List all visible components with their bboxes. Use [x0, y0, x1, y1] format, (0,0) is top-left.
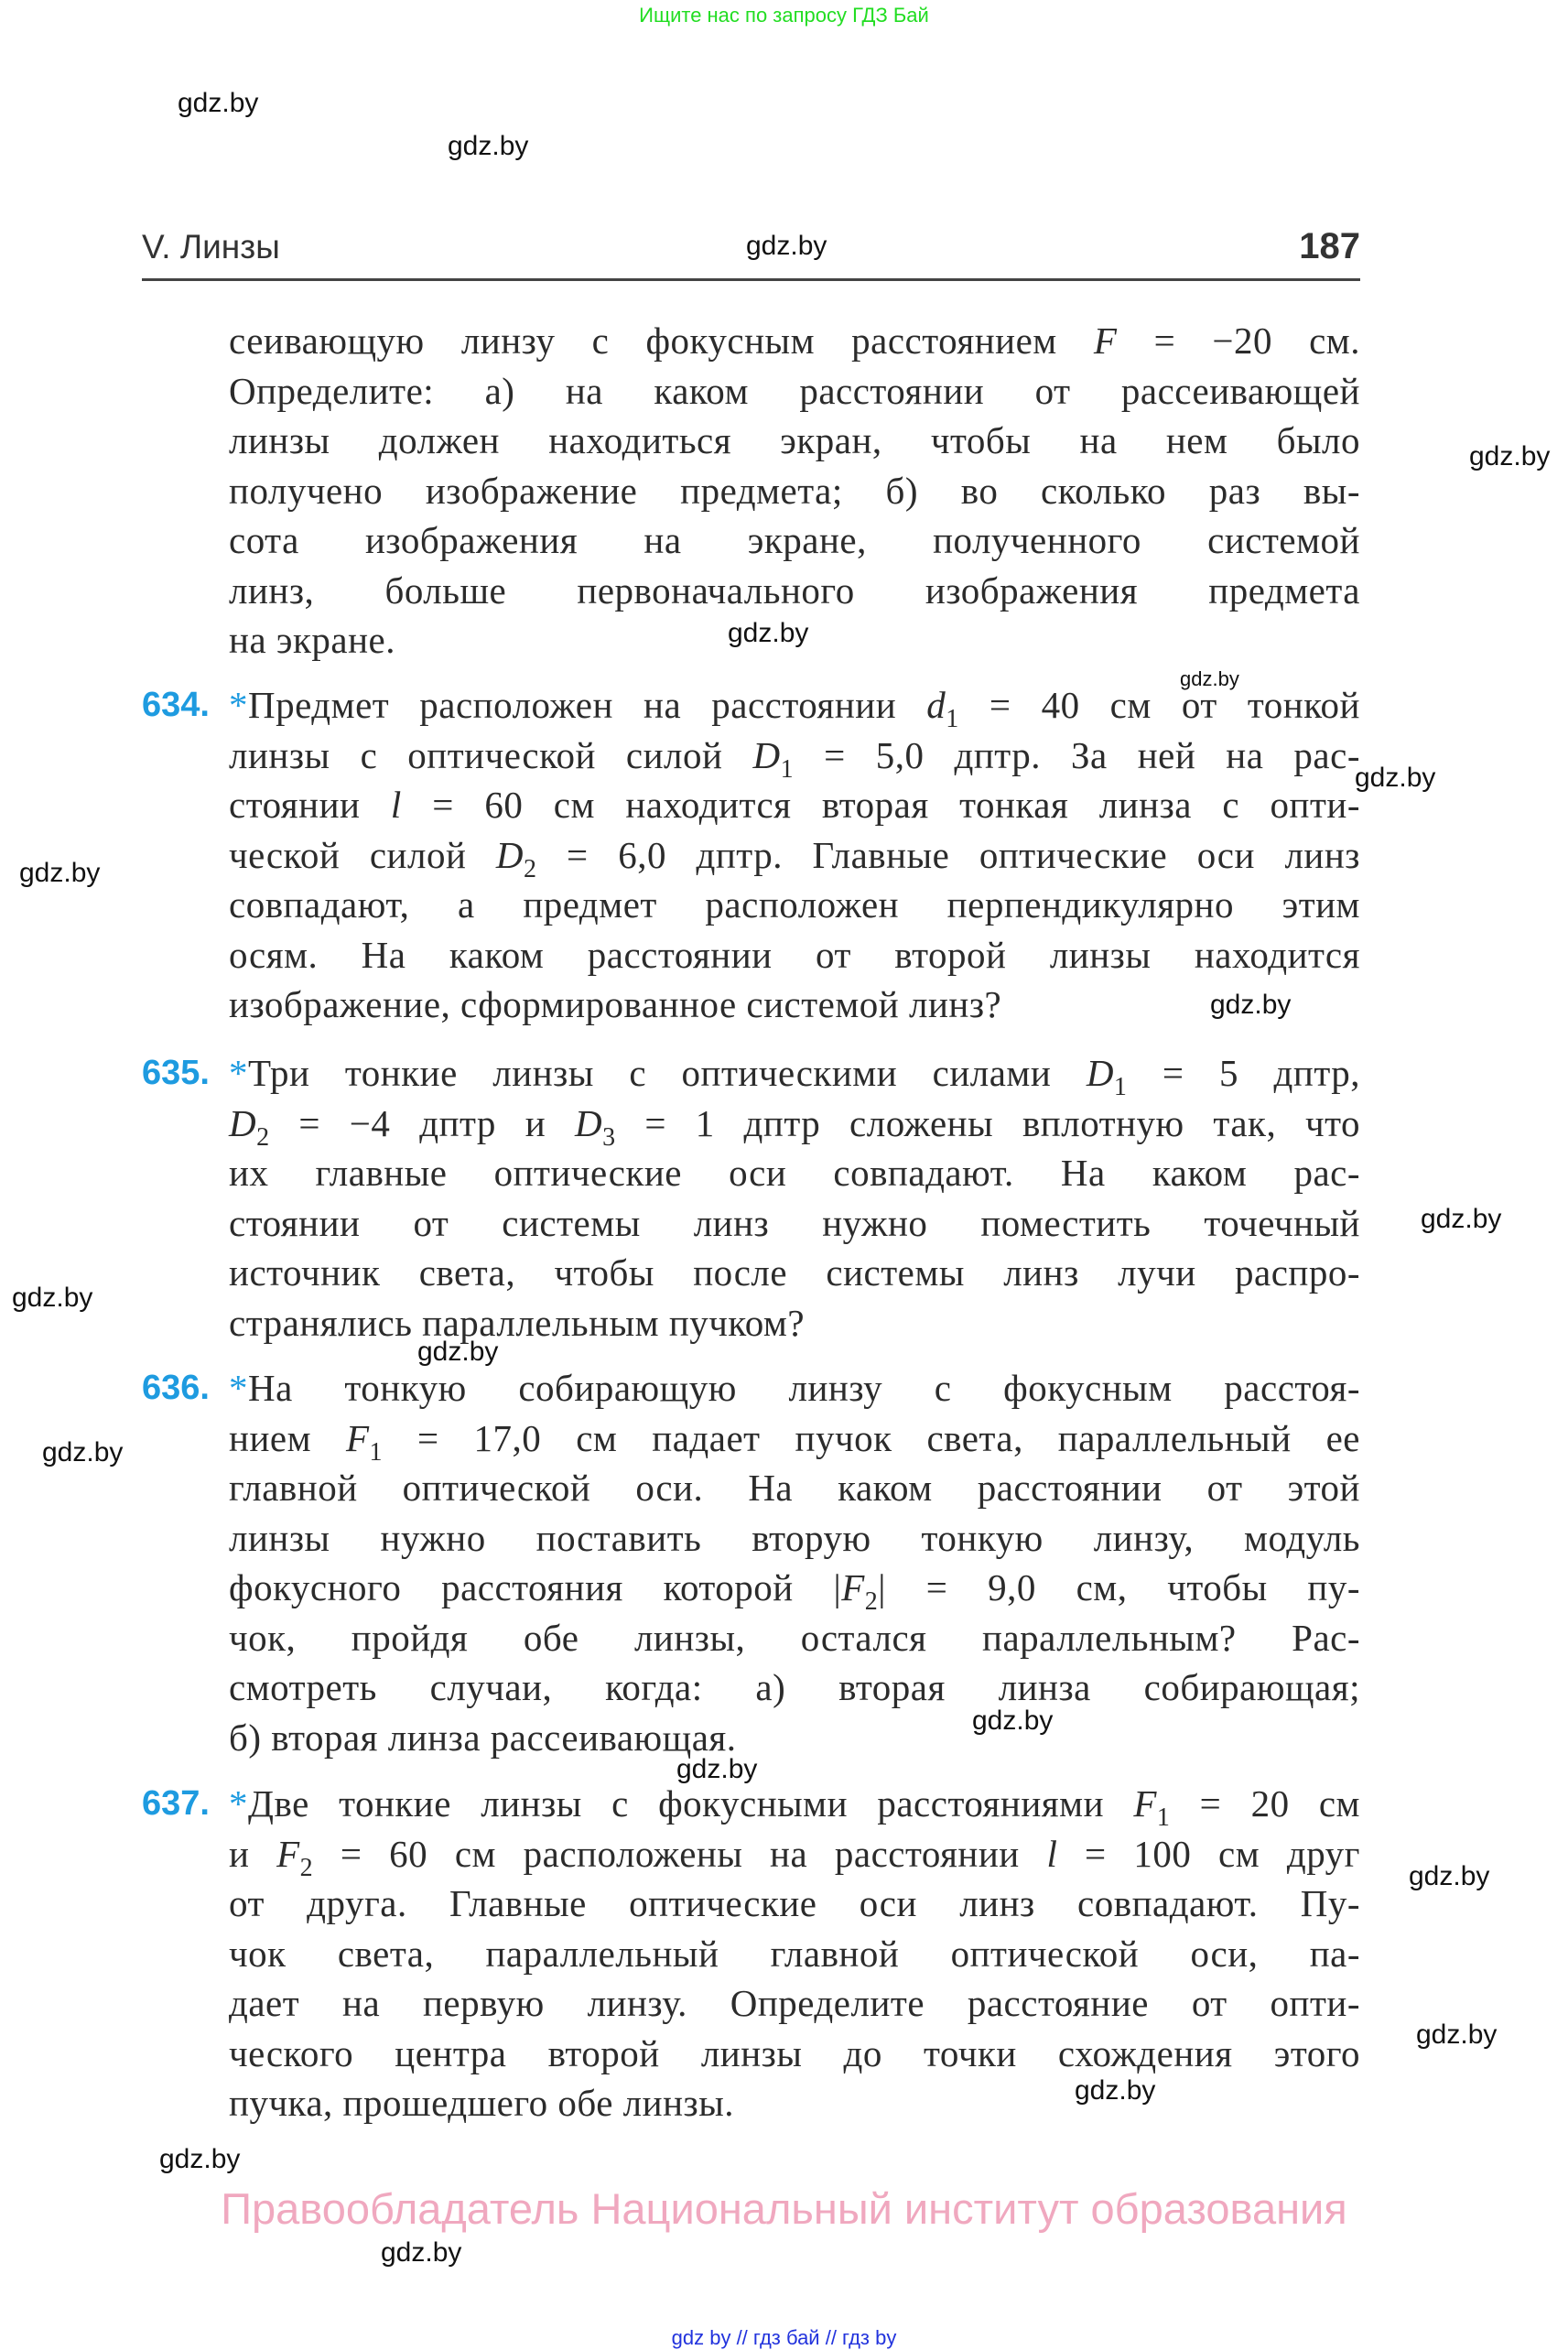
watermark: gdz.by — [12, 1283, 93, 1313]
math-variable: F — [1133, 1782, 1157, 1825]
rights-holder-notice: Правообладатель Национальный институт образования — [221, 2184, 1347, 2233]
text-line: фокусного расстояния которой $|F_2| = 9,0$ см, чтобы пу- — [229, 1566, 1360, 1616]
text-line: *Три тонкие линзы с оптическими силами $D_1 = 5$ дптр, — [229, 1052, 1360, 1101]
math-variable: D — [1086, 1052, 1114, 1094]
text-line: странялись параллельным пучком? — [229, 1301, 806, 1344]
math-variable: D — [229, 1101, 257, 1144]
math-subscript: 2 — [299, 1853, 314, 1882]
watermark: gdz.by — [972, 1706, 1054, 1736]
watermark: gdz.by — [728, 618, 809, 648]
watermark: gdz.by — [1210, 990, 1292, 1020]
problem-number: 635. — [142, 1054, 210, 1092]
math-variable: D — [574, 1101, 603, 1144]
problem-number: 636. — [142, 1369, 210, 1407]
math-subscript: 3 — [602, 1122, 616, 1152]
watermark: gdz.by — [19, 858, 101, 888]
problem-continuation — [229, 316, 1360, 666]
text-line: на экране. — [229, 619, 395, 661]
watermark: gdz.by — [381, 2237, 462, 2268]
difficulty-star-icon: * — [229, 684, 248, 726]
footer-links[interactable]: gdz by // гдз бай // гдз by — [671, 2326, 897, 2349]
watermark: gdz.by — [1180, 667, 1239, 690]
text-line: чок света, параллельный главной оптической оси, па- — [229, 1932, 1360, 1975]
watermark: gdz.by — [448, 131, 529, 161]
search-banner[interactable]: Ищите нас по запросу ГДЗ Бай — [639, 4, 929, 27]
text-line: и $F_2 = 60$ см расположены на расстоянии l = 100 см друг — [229, 1832, 1360, 1882]
watermark: gdz.by — [1075, 2075, 1156, 2106]
math-subscript: 1 — [369, 1437, 384, 1467]
text-line: линзы должен находиться экран, чтобы на нем было — [229, 419, 1360, 461]
math-variable: l — [390, 784, 402, 826]
text-line: линзы нужно поставить вторую тонкую линзу, модуль — [229, 1516, 1360, 1559]
watermark: gdz.by — [1409, 1861, 1490, 1891]
text-line: Определите: а) на каком расстоянии от рассеивающей — [229, 369, 1360, 412]
text-line: от друга. Главные оптические оси линз совпадают. Пу- — [229, 1882, 1360, 1924]
math-variable: D — [495, 833, 524, 876]
text-line: чок, пройдя обе линзы, остался параллельным? Рас- — [229, 1616, 1360, 1659]
text-line: стоянии l = 60 см находится вторая тонкая линза с опти- — [229, 784, 1360, 826]
math-subscript: 1 — [780, 754, 795, 784]
math-variable: l — [1046, 1832, 1058, 1875]
text-line: линзы с оптической силой $D_1 = 5,0$ дптр. За ней на рас- — [229, 733, 1360, 784]
watermark: gdz.by — [1421, 1204, 1502, 1234]
watermark: gdz.by — [159, 2144, 241, 2174]
math-variable: F — [1093, 319, 1118, 362]
problem-637 — [142, 1779, 1361, 2128]
difficulty-star-icon: * — [229, 1367, 248, 1409]
text-line: ческого центра второй линзы до точки схождения этого — [229, 2031, 1360, 2074]
text-line: *Две тонкие линзы с фокусными расстояниями $F_1 = 20$ см — [229, 1782, 1361, 1832]
math-variable: d — [926, 684, 946, 726]
text-line: сеивающую линзу с фокусным расстоянием F = −20 см. — [229, 319, 1361, 362]
watermark: gdz.by — [1469, 441, 1551, 471]
watermark: gdz.by — [417, 1337, 499, 1367]
text-line: $D_2 = -4$ дптр и $D_3 = 1$ дптр сложены вплотную так, что — [229, 1101, 1361, 1152]
math-subscript: 2 — [524, 854, 537, 883]
problem-635 — [142, 1048, 1361, 1348]
problem-634 — [142, 680, 1360, 1030]
text-line: *Предмет расположен на расстоянии $d_1 = 40$ см от тонкой — [229, 684, 1360, 733]
text-line: линз, больше первоначального изображения предмета — [229, 569, 1360, 612]
difficulty-star-icon: * — [229, 1052, 248, 1094]
text-line: их главные оптические оси совпадают. На каком рас- — [229, 1152, 1360, 1194]
text-line: главной оптической оси. На каком расстоянии от этой — [229, 1467, 1360, 1509]
watermark: gdz.by — [42, 1437, 124, 1467]
math-subscript: 1 — [1156, 1803, 1171, 1832]
watermark: gdz.by — [746, 231, 827, 261]
text-line: б) вторая линза рассеивающая. — [229, 1716, 737, 1759]
problem-636 — [142, 1363, 1360, 1762]
difficulty-star-icon: * — [229, 1782, 248, 1825]
math-variable: D — [752, 733, 781, 776]
math-variable: F — [276, 1832, 300, 1875]
math-variable: F — [345, 1416, 370, 1459]
text-line: нием $F_1 = 17,0$ см падает пучок света, параллельный ее — [229, 1416, 1360, 1467]
math-variable: F — [841, 1566, 865, 1608]
math-subscript: 1 — [946, 705, 959, 733]
watermark: gdz.by — [178, 88, 259, 118]
text-line: ческой силой $D_2 = 6,0$ дптр. Главные оптические оси линз — [229, 833, 1360, 883]
math-subscript: 1 — [1113, 1073, 1128, 1101]
chapter-title: V. Линзы — [142, 228, 280, 265]
watermark: gdz.by — [1355, 763, 1436, 793]
text-line: получено изображение предмета; б) во сколько раз вы- — [229, 469, 1360, 512]
header-divider — [142, 278, 1360, 281]
text-line: *На тонкую собирающую линзу с фокусным расстоя- — [229, 1367, 1360, 1409]
watermark: gdz.by — [676, 1754, 758, 1784]
math-subscript: 2 — [256, 1122, 270, 1152]
watermark: gdz.by — [1416, 2020, 1498, 2050]
text-line: смотреть случаи, когда: а) вторая линза собирающая; — [229, 1666, 1360, 1708]
text-line: стоянии от системы линз нужно поместить точечный — [229, 1201, 1360, 1244]
text-line: осям. На каком расстоянии от второй линзы находится — [229, 933, 1360, 976]
text-line: совпадают, а предмет расположен перпендикулярно этим — [229, 883, 1360, 926]
text-line: сота изображения на экране, полученного системой — [229, 519, 1360, 561]
text-line: дает на первую линзу. Определите расстояние от опти- — [229, 1982, 1360, 2024]
problem-number: 637. — [142, 1784, 210, 1823]
text-line: изображение, сформированное системой линз? — [229, 983, 1002, 1025]
text-line: источник света, чтобы после системы линз лучи распро- — [229, 1251, 1360, 1294]
text-line: пучка, прошедшего обе линзы. — [229, 2082, 735, 2124]
page-number: 187 — [1299, 226, 1360, 266]
problem-number: 634. — [142, 686, 210, 724]
math-subscript: 2 — [864, 1587, 879, 1616]
